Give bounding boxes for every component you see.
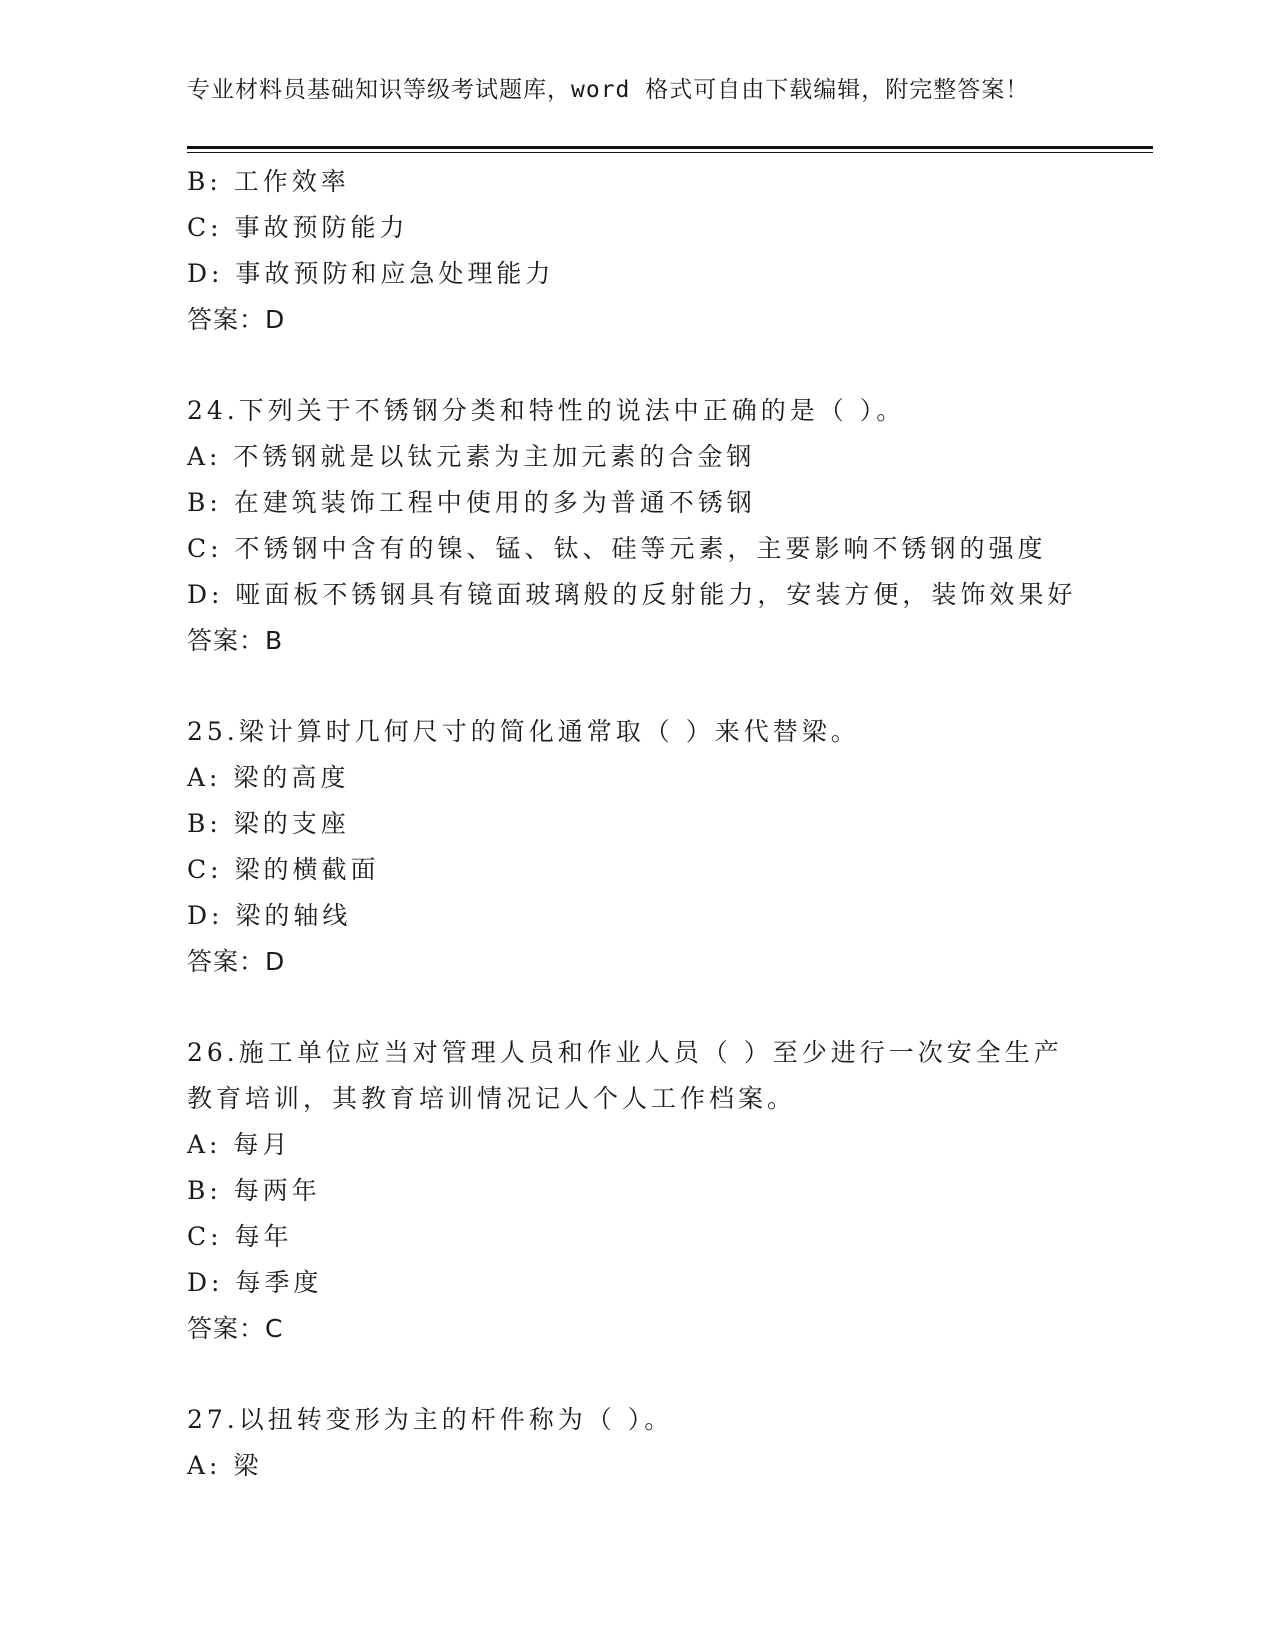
option-c: C: 每年 [187, 1222, 293, 1251]
question-block-24 [187, 388, 1087, 664]
option-b: B: 每两年 [187, 1176, 321, 1205]
option-d: D: 事故预防和应急处理能力 [187, 259, 555, 288]
answer-line: 答案：D [187, 305, 286, 334]
header-rule-thick [187, 146, 1153, 149]
option-a: A: 梁的高度 [187, 763, 350, 792]
option-d: D: 梁的轴线 [187, 901, 352, 930]
option-a: A: 梁 [187, 1451, 263, 1480]
question-title-line-2: 教育培训，其教育培训情况记人个人工作档案。 [187, 1084, 797, 1113]
option-d: D: 每季度 [187, 1268, 323, 1297]
option-c: C: 事故预防能力 [187, 213, 409, 242]
option-c: C: 梁的横截面 [187, 855, 380, 884]
page-header: 专业材料员基础知识等级考试题库，word 格式可自由下载编辑，附完整答案！ [187, 77, 1030, 103]
option-b: B: 在建筑装饰工程中使用的多为普通不锈钢 [187, 488, 756, 517]
option-b: B: 梁的支座 [187, 809, 350, 838]
question-title: 24.下列关于不锈钢分类和特性的说法中正确的是（ ）。 [187, 396, 906, 425]
document-body [187, 159, 1087, 1489]
answer-line: 答案：D [187, 947, 286, 976]
answer-line: 答案：C [187, 1314, 284, 1343]
option-d: D: 哑面板不锈钢具有镜面玻璃般的反射能力，安装方便，装饰效果好 [187, 580, 1077, 609]
option-a: A: 每月 [187, 1130, 292, 1159]
option-b: B: 工作效率 [187, 167, 350, 196]
question-block-25 [187, 709, 1087, 985]
question-block-26 [187, 1030, 1087, 1352]
option-c: C: 不锈钢中含有的镍、锰、钛、硅等元素，主要影响不锈钢的强度 [187, 534, 1047, 563]
question-title-line-1: 26.施工单位应当对管理人员和作业人员（ ）至少进行一次安全生产 [187, 1038, 1063, 1067]
answer-line: 答案：B [187, 626, 284, 655]
question-block-27 [187, 1397, 1087, 1489]
question-title: 27.以扭转变形为主的杆件称为（ ）。 [187, 1405, 674, 1434]
header-rule-thin [187, 152, 1153, 153]
question-block-continued [187, 159, 1087, 343]
question-title: 25.梁计算时几何尺寸的简化通常取（ ）来代替梁。 [187, 717, 860, 746]
option-a: A: 不锈钢就是以钛元素为主加元素的合金钢 [187, 442, 756, 471]
